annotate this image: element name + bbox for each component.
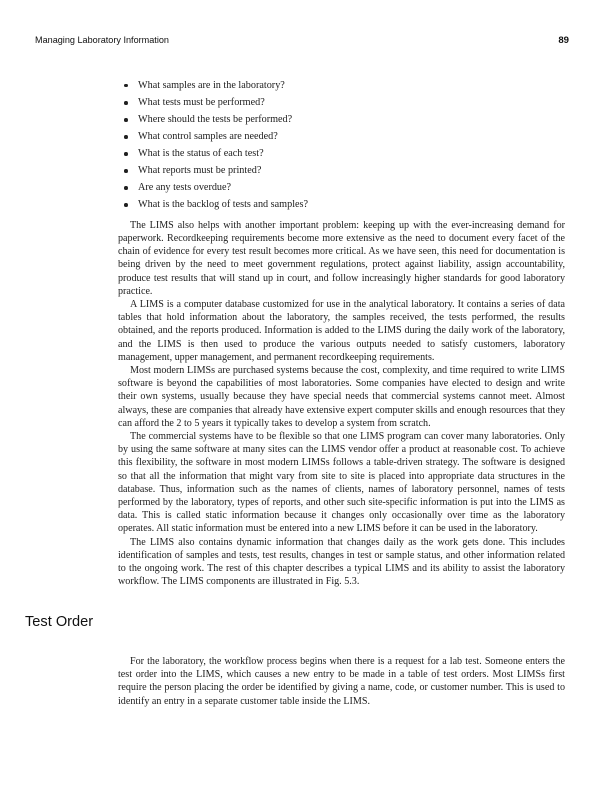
question-item: What tests must be performed? (118, 96, 565, 109)
question-item: What is the status of each test? (118, 147, 565, 160)
question-item: Are any tests overdue? (118, 181, 565, 194)
body-paragraph: The commercial systems have to be flexible so that one LIMS program can cover many laboratories. Only by using the same software at many sites can the LIMS vendor offer a product at reasonable cost. To achieve this flexibility, the software in most modern LIMSs follows a table-driven strategy. The software is designed so that all the information that might vary from site to site is placed into appropriate data structures in the database. Thus, information such as the names of clients, names of laboratory personnel, names of tests performed by the laboratory, types of reports, and other such site-specific information is put into the LIMS as data. This is called static information because it changes only occasionally over time as the laboratory operates. All static information must be entered into a new LIMS before it can be used in the laboratory. (118, 430, 565, 535)
question-item: What reports must be printed? (118, 164, 565, 177)
running-header (35, 33, 569, 47)
question-list (118, 79, 565, 212)
page-number: 89 (558, 34, 569, 46)
question-item: What control samples are needed? (118, 130, 565, 143)
main-content (118, 79, 565, 588)
body-paragraph: The LIMS also helps with another important problem: keeping up with the ever-increasing demand for paperwork. Recordkeeping requirements become more extensive as the need to document every facet of the chain of evidence for every test result becomes more critical. As we have seen, this need for documentation is being driven by the need to meet government regulations, protect against liability, assign accountability, produce test results that will stand up in court, and follow increasingly higher standards for good laboratory practice. (118, 219, 565, 297)
section-heading: Test Order (25, 614, 94, 630)
test-order-section (118, 655, 565, 708)
body-paragraph: A LIMS is a computer database customized for use in the analytical laboratory. It contains a series of data tables that hold information about the laboratory, the samples received, the tests performed, the results obtained, and the reports produced. Information is added to the LIMS during the daily work of the laboratory, and the LIMS is then used to produce the various outputs needed to satisfy customers, laboratory management, upper management, and permanent recordkeeping requirements. (118, 298, 565, 363)
question-item: Where should the tests be performed? (118, 113, 565, 126)
body-paragraph: The LIMS also contains dynamic information that changes daily as the work gets done. This includes identification of samples and tests, test results, changes in test or sample status, and other information related to the ongoing work. The rest of this chapter describes a typical LIMS and its ability to assist the laboratory workflow. The LIMS components are illustrated in Fig. 5.3. (118, 536, 565, 588)
running-header-title: Managing Laboratory Information (35, 35, 169, 45)
question-item: What samples are in the laboratory? (118, 79, 565, 92)
section-paragraph: For the laboratory, the workflow process begins when there is a request for a lab test. Someone enters the test order into the LIMS, which causes a new entry to be made in a table of test orders. Most LIMSs first require the person placing the order be identified by giving a name, code, or customer number. This is used to identify an entry in a separate customer table inside the LIMS. (118, 656, 565, 707)
body-paragraph: Most modern LIMSs are purchased systems because the cost, complexity, and time required to write LIMS software is beyond the capabilities of most laboratories. Some companies have elected to design and write their own systems, usually because they have special needs that commercial systems cannot meet. Almost always, these are companies that already have extensive expert computer skills and enough resources that they can afford the 2 to 5 years it typically takes to develop a system from scratch. (118, 364, 565, 429)
question-item: What is the backlog of tests and samples? (118, 198, 565, 211)
